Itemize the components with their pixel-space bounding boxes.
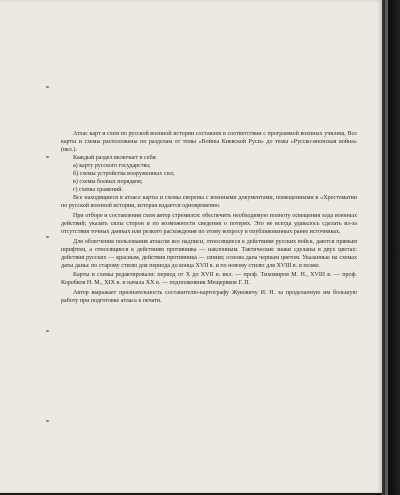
list-item: в) схемы боевых порядков; [73, 179, 143, 186]
page-edge-strip [385, 0, 388, 495]
binding-mark [46, 236, 49, 238]
paragraph-acknowledgement: Автор выражает признательность составителю-картографу Жуковичу И. Н. за проделанную им большую работу при подготовке атласа к печати. [61, 289, 357, 304]
paragraph-sources: Все находящиеся в атласе карты и схемы сверены с военными документами, помещенными в «Хрестоматии по русской военной истории, которая издается одновременно. [61, 195, 357, 210]
binding-mark [46, 156, 49, 158]
list-item: а) карту русского государства; [73, 163, 151, 170]
list-item: б) схемы устройства вооруженных сил; [73, 171, 175, 178]
preface-text [61, 130, 357, 305]
paragraph-conventions: Для облегчения пользования атласом все надписи, относящиеся к действиям русских войск, даются прямым шрифтом, а относящиеся к действиям противника — наклонным. Тактические знаки сделаны в двух цветах: действия русских — красным, действия противника — синим; основа дана черным цветом. Указанные на схемах даты даны: по старому стилю для периода до конца XVII в. и по новому стилю для XVIII в. и позже. [61, 238, 357, 269]
paragraph-selection: При отборе и составлении схем автор стремился: обеспечить необходимую полноту освещения хода военных действий; указать силы сторон и по возможности сведения о потерях. Это не всегда удавалось сделать из-за отсутствия точных данных или резкого расхождения по этому вопросу в опубликованных ранее источниках. [61, 212, 357, 236]
binding-mark [46, 420, 49, 422]
paragraph-intro: Атлас карт и схем по русской военной истории составлен в соответствии с программой военных училищ. Все карты и схемы расположены по разделам от темы «Войны Киевской Руси» до темы «Русско-японская война» (вкл.). [61, 131, 357, 154]
binding-mark [46, 86, 49, 88]
paragraph-sections-intro: Каждый раздел включает в себя: [73, 155, 157, 162]
paragraph-editors: Карты и схемы редактировали: период от X до XVII в. вкл. — проф. Тихомиров М. Н., XVIII в. — проф. Коробков Н. М., XIX в. и начала XX в. — подполковник Мещеряков Г. П. [61, 272, 357, 287]
list-item: г) схемы сражений. [73, 187, 123, 194]
binding-mark [46, 330, 49, 332]
